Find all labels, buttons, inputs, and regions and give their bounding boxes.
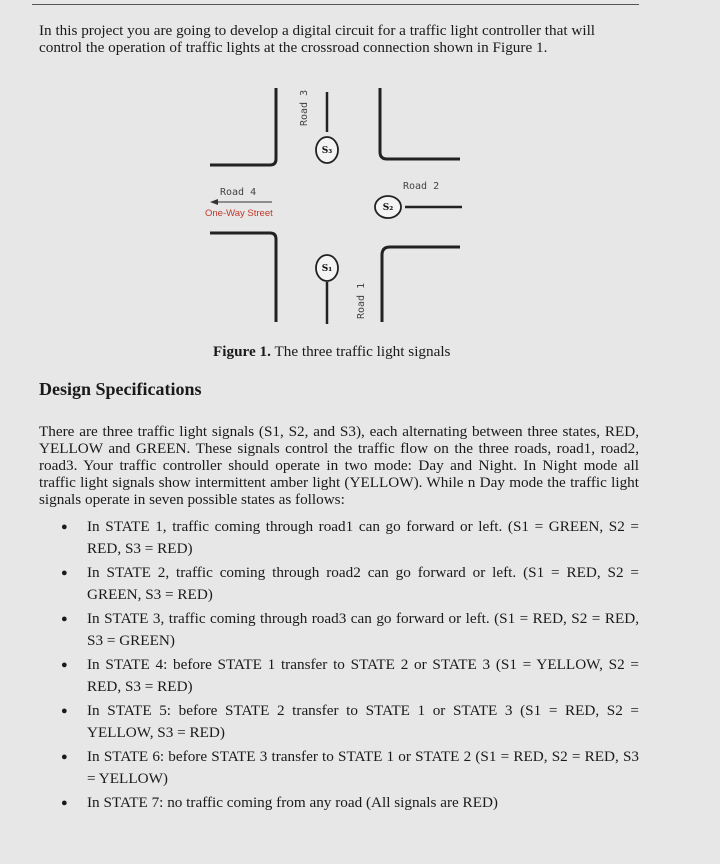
state-item: ● In STATE 7: no traffic coming from any road (All signals are RED): [39, 792, 639, 814]
section-heading: Design Specifications: [39, 379, 202, 399]
spec-paragraph: There are three traffic light signals (S1, S2, and S3), each alternating between three states, RED, YELLOW and GREEN. These signals control the traffic flow on the three roads, road1, road2, road3. Your traffic controller should operate in two mode: Day and Night. In Night mode all traffic light signals show intermittent amber light (YELLOW). While n Day mode the traffic light signals operate in seven possible states as follows:: [39, 423, 639, 508]
road4-label: Road 4: [220, 187, 257, 198]
s1-label: S₁: [321, 264, 333, 274]
state-list: [39, 516, 639, 816]
edge-top-left: [210, 88, 276, 165]
road2-label: Road 2: [403, 181, 440, 192]
crossroad-figure: [190, 82, 490, 332]
edge-bottom-left: [210, 233, 276, 322]
s3-label: S₃: [321, 146, 333, 156]
road3-label: Road 3: [299, 89, 310, 126]
caption-bold: Figure 1.: [213, 343, 271, 360]
intro-paragraph: In this project you are going to develop a digital circuit for a traffic light controller that will control the operation of traffic lights at the crossroad connection shown in Figure 1.: [39, 22, 596, 56]
state-item: ● In STATE 5: before STATE 2 transfer to STATE 1 or STATE 3 (S1 = RED, S2 = YELLOW, S3 = RED): [39, 700, 639, 744]
one-way-label: One-Way Street: [205, 208, 273, 219]
caption-text: The three traffic light signals: [270, 343, 451, 360]
state-item: ● In STATE 1, traffic coming through road1 can go forward or left. (S1 = GREEN, S2 = RED, S3 = RED): [39, 516, 639, 560]
state-item: ● In STATE 2, traffic coming through road2 can go forward or left. (S1 = RED, S2 = GREEN, S3 = RED): [39, 562, 639, 606]
top-rule: [32, 4, 639, 5]
edge-bottom-right: [382, 247, 460, 322]
road1-label: Road 1: [356, 282, 367, 319]
edge-top-right: [380, 88, 460, 159]
state-item: ● In STATE 6: before STATE 3 transfer to STATE 1 or STATE 2 (S1 = RED, S2 = RED, S3 = YELLOW): [39, 746, 639, 790]
one-way-arrowhead: [210, 199, 218, 205]
state-item: ● In STATE 3, traffic coming through road3 can go forward or left. (S1 = RED, S2 = RED, S3 = GREEN): [39, 608, 639, 652]
s2-label: S₂: [382, 203, 394, 213]
figure-caption: [213, 343, 450, 361]
state-item: ● In STATE 4: before STATE 1 transfer to STATE 2 or STATE 3 (S1 = YELLOW, S2 = RED, S3 = RED): [39, 654, 639, 698]
